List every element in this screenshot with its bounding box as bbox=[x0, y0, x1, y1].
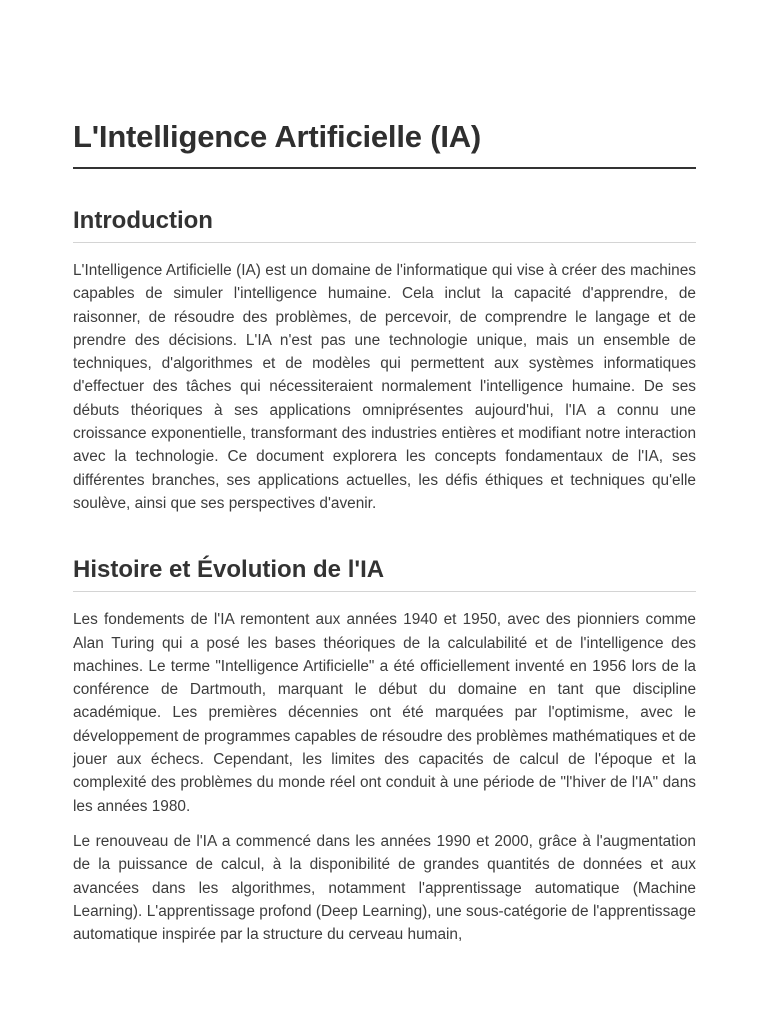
document-title: L'Intelligence Artificielle (IA) bbox=[73, 119, 482, 154]
section-heading-introduction: Introduction bbox=[73, 207, 213, 234]
section-heading-history: Histoire et Évolution de l'IA bbox=[73, 556, 385, 584]
paragraph: Les fondements de l'IA remontent aux années 1940 et 1950, avec des pionniers comme Alan Turing qui a posé les bases théoriques de la calculabilité et de l'intelligence des machines. Le terme "Intelligence Artificielle" a été officiellement inventé en 1956 lors de la conférence de Dartmouth, marquant le début du domaine en tant que discipline académique. Les premières décennies ont été marquées par l'optimisme, avec le développement de programmes capables de résoudre des problèmes mathématiques et de jouer aux échecs. Cependant, les limites des capacités de calcul de l'époque et la complexité des problèmes du monde réel ont conduit à une période de "l'hiver de l'IA" dans les années 1980. bbox=[73, 611, 696, 815]
section-divider bbox=[73, 242, 696, 243]
paragraph: L'Intelligence Artificielle (IA) est un domaine de l'informatique qui vise à créer des machines capables de simuler l'intelligence humaine. Cela inclut la capacité d'apprendre, de raisonner, de résoudre des problèmes, de percevoir, de comprendre le langage et de prendre des décisions. L'IA n'est pas une technologie unique, mais un ensemble de techniques, d'algorithmes et de modèles qui permettent aux systèmes informatiques d'effectuer des tâches qui nécessiteraient normalement l'intelligence humaine. De ses débuts théoriques à ses applications omniprésentes aujourd'hui, l'IA a connu une croissance exponentielle, transformant des industries entières et modifiant notre interaction avec la technologie. Ce document explorera les concepts fondamentaux de l'IA, ses différentes branches, ses applications actuelles, les défis éthiques et techniques qu'elle soulève, ainsi que ses perspectives d'avenir. bbox=[73, 262, 696, 512]
paragraph: Le renouveau de l'IA a commencé dans les années 1990 et 2000, grâce à l'augmentation de la puissance de calcul, à la disponibilité de grandes quantités de données et aux avancées dans les algorithmes, notamment l'apprentissage automatique (Machine Learning). L'apprentissage profond (Deep Learning), une sous-catégorie de l'apprentissage automatique inspirée par la structure du cerveau humain, bbox=[73, 832, 696, 944]
section-history bbox=[73, 554, 696, 946]
title-divider bbox=[73, 167, 696, 169]
section-divider bbox=[73, 591, 696, 592]
section-introduction bbox=[73, 205, 696, 515]
